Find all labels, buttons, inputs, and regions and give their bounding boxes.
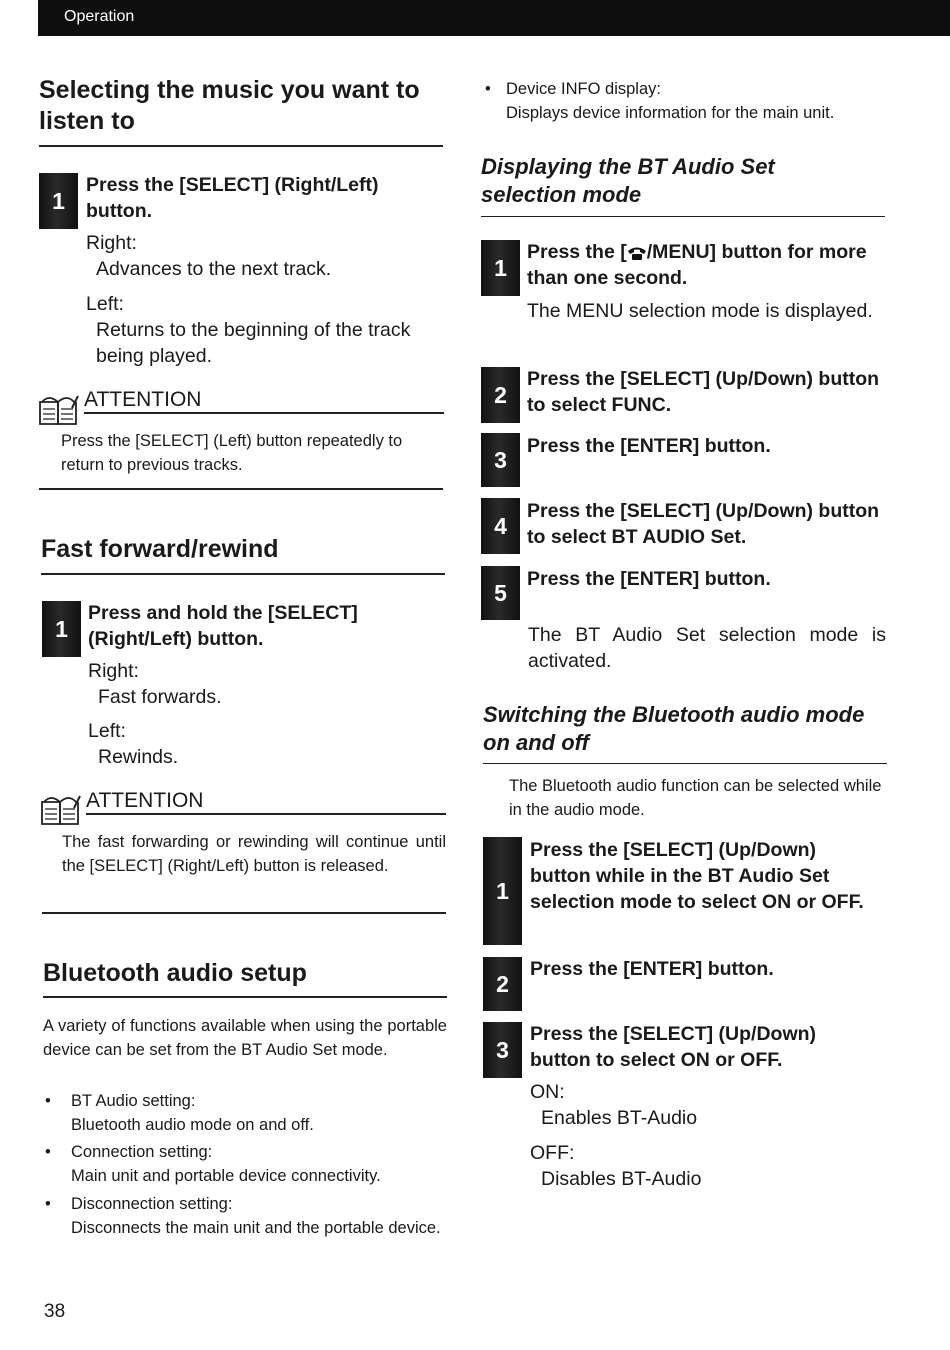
list-item-head: BT Audio setting: (71, 1092, 196, 1110)
step-result: The BT Audio Set selection mode is activated. (528, 624, 886, 672)
step-number-badge: 1 (42, 601, 81, 657)
heading-displaying-bt-audio-set: Displaying the BT Audio Set selection mode (481, 154, 775, 207)
attention-book-icon (40, 792, 84, 828)
option-label-off: OFF: (530, 1142, 575, 1164)
divider (84, 412, 444, 414)
step-number-badge: 3 (483, 1022, 522, 1078)
heading-switching-bluetooth: Switching the Bluetooth audio mode on and off (483, 702, 865, 755)
bt-setup-intro: A variety of functions available when using the portable device can be set from the BT Audio Set mode. (43, 1017, 447, 1059)
list-item-desc: Disconnects the main unit and the portable device. (71, 1218, 441, 1237)
step-result: The MENU selection mode is displayed. (527, 300, 873, 322)
step-instruction: Press the [ENTER] button. (527, 568, 771, 590)
option-label-left: Left: (88, 720, 126, 742)
option-label-right: Right: (88, 660, 139, 682)
step-instruction: Press the [SELECT] (Up/Down) button to select FUNC. (527, 368, 880, 416)
list-item-head: Disconnection setting: (71, 1195, 233, 1213)
bullet-dot: • (45, 1195, 51, 1213)
phone-icon (627, 245, 647, 261)
divider (41, 573, 445, 575)
step-instruction: Press the [SELECT] (Right/Left) button. (86, 174, 379, 222)
bullet-dot: • (485, 80, 491, 98)
heading-fast-forward: Fast forward/rewind (41, 535, 279, 563)
attention-text: Press the [SELECT] (Left) button repeatedly to return to previous tracks. (61, 432, 403, 474)
attention-text: The fast forwarding or rewinding will continue until the [SELECT] (Right/Left) button is released. (62, 833, 446, 875)
step-number-badge: 5 (481, 566, 520, 620)
divider (39, 488, 443, 490)
list-item-desc: Main unit and portable device connectivity. (71, 1166, 381, 1185)
option-desc-off: Disables BT-Audio (541, 1168, 702, 1190)
step-instruction: Press the [SELECT] (Up/Down) button to select BT AUDIO Set. (527, 500, 880, 548)
step-instruction: Press the [ENTER] button. (530, 958, 774, 980)
option-desc-left: Returns to the beginning of the track being played. (96, 319, 411, 367)
divider (483, 763, 887, 764)
step-instruction: Press the [SELECT] (Up/Down) button to select ON or OFF. (530, 1023, 817, 1071)
step-instruction-start: Press the [ (527, 241, 627, 263)
option-label-right: Right: (86, 232, 137, 254)
bullet-dot: • (45, 1143, 51, 1161)
section-header-bar (38, 0, 950, 36)
divider (43, 996, 447, 998)
list-item-desc: Displays device information for the main unit. (506, 103, 835, 122)
list-item-desc: Bluetooth audio mode on and off. (71, 1115, 314, 1134)
bullet-dot: • (45, 1092, 51, 1110)
option-desc-right: Advances to the next track. (96, 258, 332, 280)
divider (86, 813, 446, 815)
step-instruction-end: /MENU] button for more than one second. (527, 241, 867, 289)
step-instruction: Press the [ENTER] button. (527, 435, 771, 457)
step-number-badge: 2 (481, 367, 520, 423)
option-label-on: ON: (530, 1081, 565, 1103)
list-item (45, 1090, 445, 1140)
heading-bluetooth-setup: Bluetooth audio setup (43, 959, 307, 987)
step-instruction: Press and hold the [SELECT] (Right/Left) button. (88, 602, 358, 650)
list-item (45, 1141, 445, 1191)
option-desc-left: Rewinds. (98, 746, 179, 768)
divider (39, 145, 443, 147)
page-number: 38 (44, 1301, 66, 1322)
step-number-badge: 1 (481, 240, 520, 296)
option-label-left: Left: (86, 293, 124, 315)
section-title: Operation (64, 8, 135, 25)
list-item (485, 78, 905, 128)
attention-book-icon (38, 392, 82, 428)
step-number-badge: 3 (481, 433, 520, 487)
list-item-head: Device INFO display: (506, 80, 661, 98)
attention-label: ATTENTION (84, 388, 202, 411)
attention-label: ATTENTION (86, 789, 204, 812)
option-desc-on: Enables BT-Audio (541, 1107, 698, 1129)
step-instruction (527, 239, 887, 291)
divider (42, 912, 446, 914)
option-desc-right: Fast forwards. (98, 686, 222, 708)
switching-intro: The Bluetooth audio function can be selected while in the audio mode. (509, 777, 882, 819)
step-instruction: Press the [SELECT] (Up/Down) button while in the BT Audio Set selection mode to select ON or OFF. (530, 839, 864, 913)
list-item (45, 1193, 449, 1265)
divider (481, 216, 885, 217)
step-number-badge: 1 (483, 837, 522, 945)
step-number-badge: 4 (481, 498, 520, 554)
step-number-badge: 2 (483, 957, 522, 1011)
step-number-badge: 1 (39, 173, 78, 229)
list-item-head: Connection setting: (71, 1143, 213, 1161)
heading-selecting-music: Selecting the music you want to listen to (39, 76, 420, 135)
